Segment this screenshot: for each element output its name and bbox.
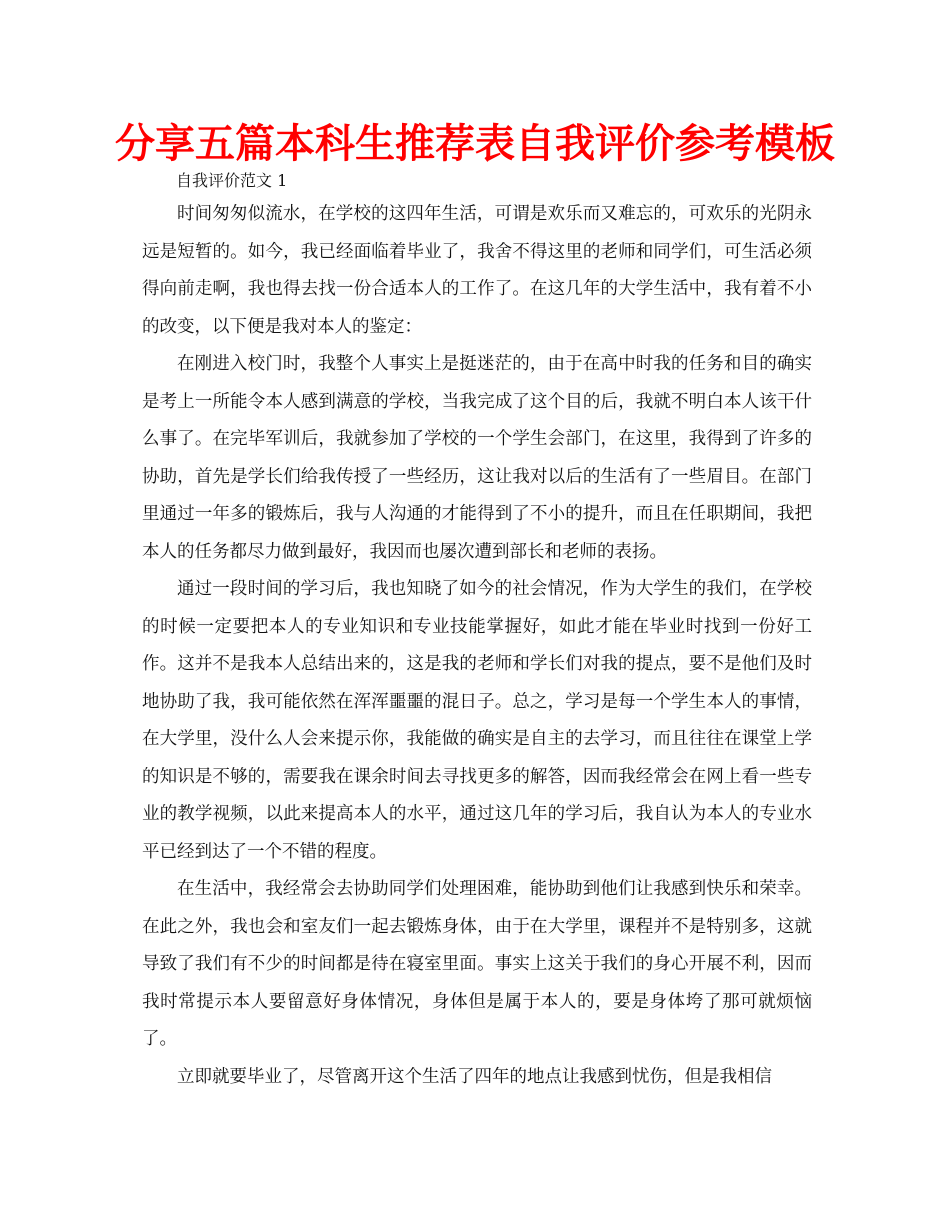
paragraph-5: 立即就要毕业了，尽管离开这个生活了四年的地点让我感到忧伤，但是我相信 bbox=[177, 1066, 772, 1087]
section-heading: 自我评价范文 1 bbox=[176, 171, 288, 190]
document-body bbox=[142, 166, 812, 1096]
paragraph-4: 在生活中，我经常会去协助同学们处理困难，能协助到他们让我感到快乐和荣幸。在此之外，我也会和室友们一起去锻炼身体，由于在大学里，课程并不是特别多，这就导致了我们有不少的时间都是待在寝室里面。事实上这关于我们的身心开展不利，因而我时常提示本人要留意好身体情况，身体但是属于本人的，要是身体垮了那可就烦恼了。 bbox=[142, 879, 812, 1049]
document-title: 分享五篇本科生推荐表自我评价参考模板 bbox=[115, 121, 835, 167]
paragraph-1: 时间匆匆似流水，在学校的这四年生活，可谓是欢乐而又难忘的，可欢乐的光阴永远是短暂的。如今，我已经面临着毕业了，我舍不得这里的老师和同学们，可生活必须得向前走啊，我也得去找一份合适本人的工作了。在这几年的大学生活中，我有着不小的改变，以下便是我对本人的鉴定： bbox=[142, 204, 812, 337]
paragraph-3: 通过一段时间的学习后，我也知晓了如今的社会情况，作为大学生的我们，在学校的时候一定要把本人的专业知识和专业技能掌握好，如此才能在毕业时找到一份好工作。这并不是我本人总结出来的，这是我的老师和学长们对我的提点，要不是他们及时地协助了我，我可能依然在浑浑噩噩的混日子。总之，学习是每一个学生本人的事情，在大学里，没什么人会来提示你，我能做的确实是自主的去学习，而且往往在课堂上学的知识是不够的，需要我在课余时间去寻找更多的解答，因而我经常会在网上看一些专业的教学视频，以此来提高本人的水平，通过这几年的学习后，我自认为本人的专业水平已经到达了一个不错的程度。 bbox=[142, 579, 812, 862]
paragraph-2: 在刚进入校门时，我整个人事实上是挺迷茫的，由于在高中时我的任务和目的确实是考上一所能令本人感到满意的学校，当我完成了这个目的后，我就不明白本人该干什么事了。在完毕军训后，我就参加了学校的一个学生会部门，在这里，我得到了许多的协助，首先是学长们给我传授了一些经历，这让我对以后的生活有了一些眉目。在部门里通过一年多的锻炼后，我与人沟通的才能得到了不小的提升，而且在任职期间，我把本人的任务都尽力做到最好，我因而也屡次遭到部长和老师的表扬。 bbox=[142, 354, 812, 562]
